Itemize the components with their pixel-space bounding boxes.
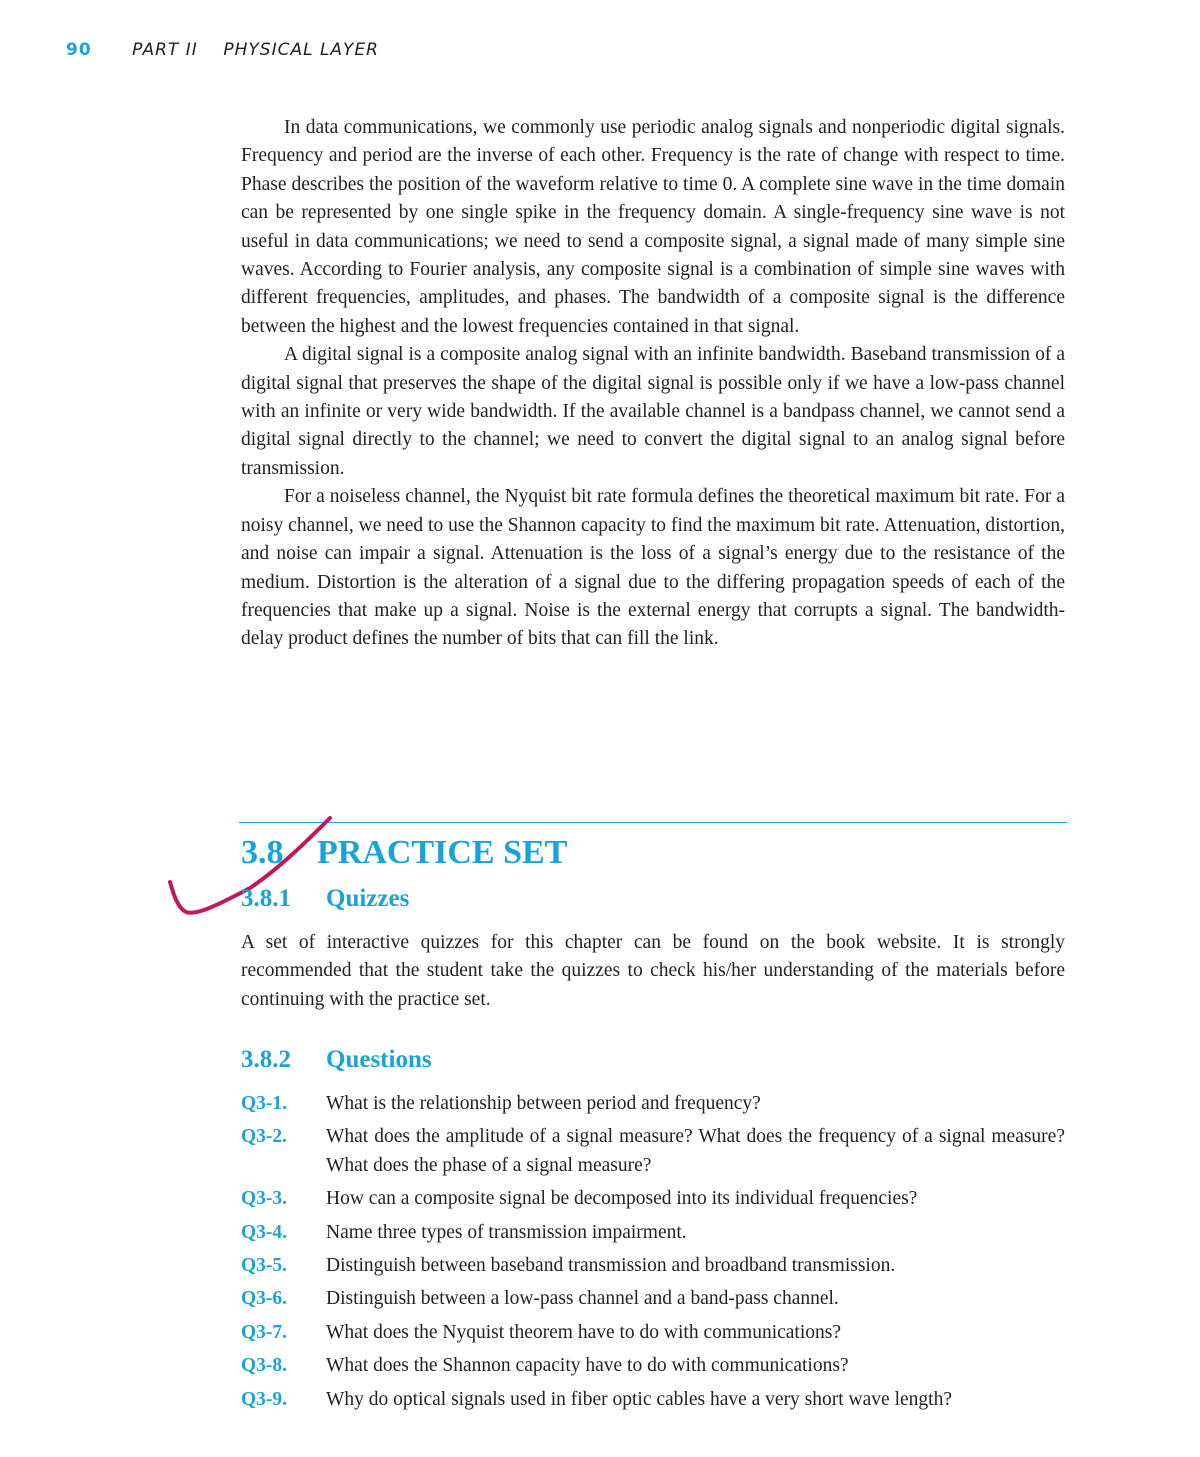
- summary-paragraph-2: A digital signal is a composite analog signal with an infinite bandwidth. Baseband transmission of a digital signal that preserves the shape of the digital signal is possible only if we have a low-pass channel with an infinite or very wide bandwidth. If the available channel is a bandpass channel, we cannot send a digital signal directly to the channel; we need to convert the digital signal to an analog signal before transmission.: [241, 344, 1065, 479]
- section-title: PRACTICE SET: [317, 834, 568, 871]
- question-text: Distinguish between baseband transmission and broadband transmission.: [326, 1255, 896, 1277]
- question-item: [241, 1285, 1065, 1313]
- question-item: [241, 1319, 1065, 1347]
- running-head: [66, 40, 379, 60]
- question-item: [241, 1185, 1065, 1213]
- question-item: [241, 1386, 1065, 1414]
- question-item: [241, 1352, 1065, 1380]
- section-divider: [239, 822, 1067, 823]
- question-text: What does the Nyquist theorem have to do with communications?: [326, 1321, 842, 1343]
- question-text: What is the relationship between period and frequency?: [326, 1093, 761, 1114]
- questions-list: [241, 1090, 1065, 1419]
- question-number: Q3-4.: [241, 1221, 288, 1243]
- question-text: How can a composite signal be decomposed into its individual frequencies?: [326, 1188, 918, 1210]
- question-number: Q3-3.: [241, 1188, 288, 1210]
- questions-number: 3.8.2: [241, 1046, 291, 1073]
- page-number: 90: [66, 40, 92, 60]
- section-number: 3.8: [241, 834, 284, 871]
- quizzes-number: 3.8.1: [241, 885, 291, 912]
- question-number: Q3-2.: [241, 1126, 288, 1148]
- question-text: Name three types of transmission impairment.: [326, 1221, 687, 1243]
- summary-text: [241, 114, 1065, 654]
- questions-title: Questions: [326, 1046, 432, 1073]
- quizzes-title: Quizzes: [326, 885, 410, 912]
- question-item: [241, 1123, 1065, 1180]
- question-number: Q3-8.: [241, 1355, 288, 1377]
- summary-paragraph-1: In data communications, we commonly use periodic analog signals and nonperiodic digital signals. Frequency and period are the inverse of each other. Frequency is the rate of change with respect to time. Phase describes the position of the waveform relative to time 0. A complete sine wave in the time domain can be represented by one single spike in the frequency domain. A single-frequency sine wave is not useful in data communications; we need to send a composite signal, a signal made of many simple sine waves. According to Fourier analysis, any composite signal is a combination of simple sine waves with different frequencies, amplitudes, and phases. The bandwidth of a composite signal is the difference between the highest and the lowest frequencies contained in that signal.: [241, 117, 1065, 337]
- question-text: What does the amplitude of a signal measure? What does the frequency of a signal measure? What does the phase of a signal measure?: [326, 1126, 1065, 1176]
- question-item: [241, 1219, 1065, 1247]
- summary-paragraph-3: For a noiseless channel, the Nyquist bit rate formula defines the theoretical maximum bit rate. For a noisy channel, we need to use the Shannon capacity to find the maximum bit rate. Attenuation, distortion, and noise can impair a signal. Attenuation is the loss of a signal’s energy due to the resistance of the medium. Distortion is the alteration of a signal due to the differing propagation speeds of each of the frequencies that make up a signal. Noise is the external energy that corrupts a signal. The bandwidth-delay product defines the number of bits that can fill the link.: [241, 486, 1065, 650]
- question-number: Q3-5.: [241, 1255, 288, 1277]
- part-label: PART II PHYSICAL LAYER: [132, 40, 379, 60]
- question-item: [241, 1090, 1065, 1118]
- question-number: Q3-7.: [241, 1321, 288, 1343]
- question-number: Q3-1.: [241, 1093, 288, 1114]
- question-number: Q3-9.: [241, 1388, 288, 1410]
- question-item: [241, 1252, 1065, 1280]
- quizzes-text: A set of interactive quizzes for this chapter can be found on the book website. It is strongly recommended that the student take the quizzes to check his/her understanding of the materials before continuing with the practice set.: [241, 932, 1065, 1010]
- question-text: Why do optical signals used in fiber optic cables have a very short wave length?: [326, 1388, 952, 1410]
- questions-heading: [241, 1046, 432, 1074]
- question-text: Distinguish between a low-pass channel and a band-pass channel.: [326, 1288, 839, 1310]
- question-number: Q3-6.: [241, 1288, 288, 1310]
- question-text: What does the Shannon capacity have to do with communications?: [326, 1355, 849, 1377]
- quizzes-heading: [241, 885, 409, 913]
